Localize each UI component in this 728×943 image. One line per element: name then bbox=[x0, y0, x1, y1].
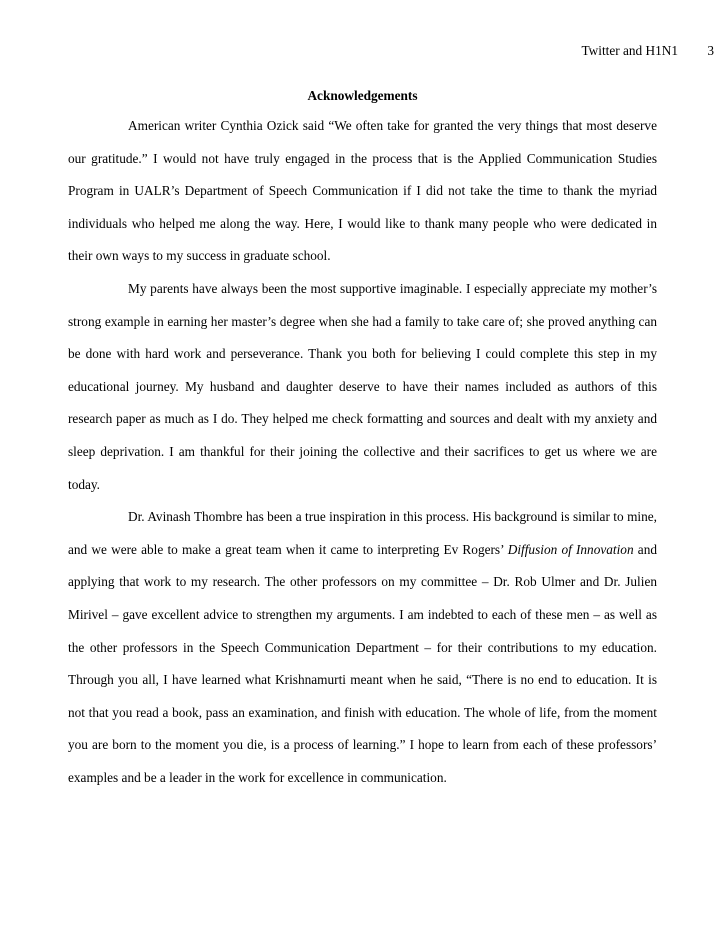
document-title: Acknowledgements bbox=[307, 88, 418, 103]
paragraph-gratitude: American writer Cynthia Ozick said “We often take for granted the very things that most deserve our gratitude.” I would not have truly engaged in the process that is the Applied Communication Studies Program in UALR’s Department of Speech Communication if I did not take the time to thank the myriad individuals who helped me along the way. Here, I would like to thank many people who were dedicated in their own ways to my success in graduate school. bbox=[68, 118, 657, 264]
running-head-title: Twitter and H1N1 bbox=[581, 43, 679, 58]
running-head bbox=[581, 42, 714, 60]
paragraph-text-segment: Dr. Avinash Thombre has been a true inspiration in this process. His background is similar to mine, and we were able to make a great team when it came to interpreting Ev Rogers’ bbox=[68, 509, 657, 557]
book-title: Diffusion of Innovation bbox=[507, 541, 634, 557]
document-body bbox=[68, 88, 657, 794]
paragraph-family: My parents have always been the most supportive imaginable. I especially appreciate my mother’s strong example in earning her master’s degree when she had a family to take care of; she proved anything can be done with hard work and perseverance. Thank you both for believing I could complete this step in my educational journey. My husband and daughter deserve to have their names included as authors of this research paper as much as I do. They helped me check formatting and sources and dealt with my anxiety and sleep deprivation. I am thankful for their joining the collective and their sacrifices to get us where we are today. bbox=[68, 280, 657, 492]
paragraph-text-segment: and applying that work to my research. The other professors on my committee – Dr. Rob Ulmer and Dr. Julien Mirivel – gave excellent advice to strengthen my arguments. I am indebted to each of these men – as well as the other professors in the Speech Communication Department – for their contributions to my education. Through you all, I have learned what Krishnamurti meant when he said, “There is no end to education. It is not that you read a book, pass an examination, and finish with education. The whole of life, from the moment you are born to the moment you die, is a process of learning.” I hope to learn from each of these professors’ examples and be a leader in the work for excellence in communication. bbox=[68, 541, 657, 785]
page-number: 3 bbox=[707, 43, 714, 58]
paragraph-professors bbox=[68, 501, 657, 794]
